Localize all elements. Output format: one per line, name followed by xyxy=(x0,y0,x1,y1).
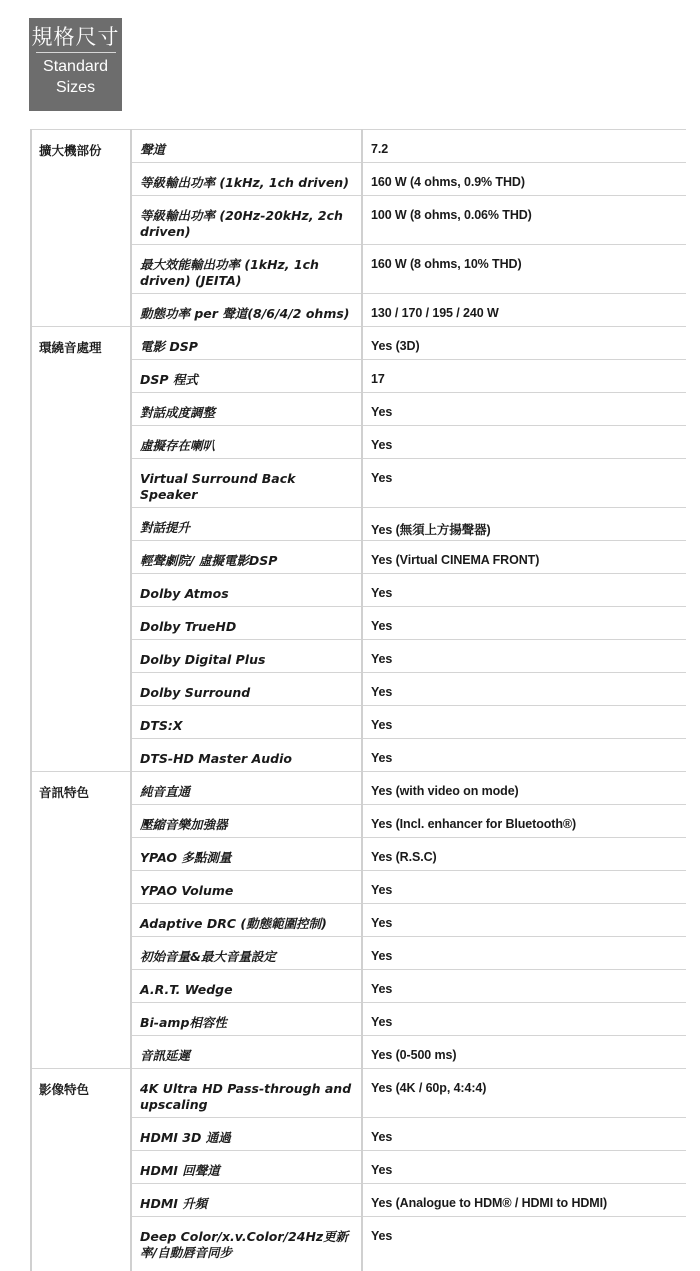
feature-cell: Dolby Surround xyxy=(131,673,362,706)
value-cell: Yes xyxy=(362,393,686,426)
feature-cell: 等級輸出功率 (1kHz, 1ch driven) xyxy=(131,163,362,196)
value-cell: Yes (Virtual CINEMA FRONT) xyxy=(362,541,686,574)
feature-cell: 電影 DSP xyxy=(131,327,362,360)
value-cell: Yes xyxy=(362,673,686,706)
feature-cell: Deep Color/x.v.Color/24Hz更新率/自動唇音同步 xyxy=(131,1217,362,1271)
standard-sizes-badge xyxy=(29,18,122,111)
feature-cell: A.R.T. Wedge xyxy=(131,970,362,1003)
feature-cell: 最大效能輸出功率 (1kHz, 1ch driven) (JEITA) xyxy=(131,245,362,294)
feature-cell: Dolby TrueHD xyxy=(131,607,362,640)
feature-cell: 純音直通 xyxy=(131,772,362,805)
badge-title-cn: 規格尺寸 xyxy=(29,18,122,48)
feature-cell: YPAO Volume xyxy=(131,871,362,904)
feature-cell: 輕聲劇院/ 虛擬電影DSP xyxy=(131,541,362,574)
value-cell: Yes (0-500 ms) xyxy=(362,1036,686,1069)
table-row xyxy=(31,327,686,360)
feature-cell: YPAO 多點測量 xyxy=(131,838,362,871)
value-cell: Yes xyxy=(362,459,686,508)
table-row xyxy=(31,1069,686,1118)
value-cell: Yes (3D) xyxy=(362,327,686,360)
value-cell: 160 W (8 ohms, 10% THD) xyxy=(362,245,686,294)
spec-table xyxy=(30,129,686,1271)
feature-cell: Dolby Atmos xyxy=(131,574,362,607)
feature-cell: 初始音量&最大音量設定 xyxy=(131,937,362,970)
feature-cell: DSP 程式 xyxy=(131,360,362,393)
feature-cell: 音訊延遲 xyxy=(131,1036,362,1069)
value-cell: Yes xyxy=(362,1217,686,1271)
value-cell: Yes (無須上方揚聲器) xyxy=(362,508,686,541)
value-cell: Yes xyxy=(362,970,686,1003)
value-cell: Yes xyxy=(362,1003,686,1036)
feature-cell: 等級輸出功率 (20Hz-20kHz, 2ch driven) xyxy=(131,196,362,245)
feature-cell: HDMI 3D 通過 xyxy=(131,1118,362,1151)
value-cell: Yes xyxy=(362,871,686,904)
feature-cell: 聲道 xyxy=(131,130,362,163)
feature-cell: HDMI 回聲道 xyxy=(131,1151,362,1184)
feature-cell: 4K Ultra HD Pass-through and upscaling xyxy=(131,1069,362,1118)
feature-cell: Adaptive DRC (動態範圍控制) xyxy=(131,904,362,937)
value-cell: Yes xyxy=(362,640,686,673)
feature-cell: HDMI 升頻 xyxy=(131,1184,362,1217)
value-cell: Yes xyxy=(362,937,686,970)
value-cell: Yes xyxy=(362,426,686,459)
value-cell: Yes xyxy=(362,574,686,607)
feature-cell: DTS:X xyxy=(131,706,362,739)
feature-cell: Virtual Surround Back Speaker xyxy=(131,459,362,508)
value-cell: Yes xyxy=(362,607,686,640)
value-cell: Yes xyxy=(362,1151,686,1184)
feature-cell: 壓縮音樂加強器 xyxy=(131,805,362,838)
feature-cell: 虛擬存在喇叭 xyxy=(131,426,362,459)
table-row xyxy=(31,130,686,163)
category-surround: 環繞音處理 xyxy=(31,327,131,772)
value-cell: Yes (R.S.C) xyxy=(362,838,686,871)
badge-title-en-2: Sizes xyxy=(29,77,122,98)
value-cell: Yes xyxy=(362,739,686,772)
category-amplifier: 擴大機部份 xyxy=(31,130,131,327)
value-cell: Yes (with video on mode) xyxy=(362,772,686,805)
value-cell: Yes (Analogue to HDM® / HDMI to HDMI) xyxy=(362,1184,686,1217)
value-cell: 100 W (8 ohms, 0.06% THD) xyxy=(362,196,686,245)
feature-cell: DTS-HD Master Audio xyxy=(131,739,362,772)
value-cell: 7.2 xyxy=(362,130,686,163)
value-cell: 130 / 170 / 195 / 240 W xyxy=(362,294,686,327)
feature-cell: Dolby Digital Plus xyxy=(131,640,362,673)
value-cell: Yes xyxy=(362,904,686,937)
badge-title-en-1: Standard xyxy=(29,56,122,77)
feature-cell: 對話提升 xyxy=(131,508,362,541)
category-video: 影像特色 xyxy=(31,1069,131,1271)
feature-cell: 動態功率 per 聲道(8/6/4/2 ohms) xyxy=(131,294,362,327)
table-row xyxy=(31,772,686,805)
value-cell: 17 xyxy=(362,360,686,393)
feature-cell: 對話成度調整 xyxy=(131,393,362,426)
value-cell: 160 W (4 ohms, 0.9% THD) xyxy=(362,163,686,196)
category-audio: 音訊特色 xyxy=(31,772,131,1069)
value-cell: Yes (4K / 60p, 4:4:4) xyxy=(362,1069,686,1118)
value-cell: Yes xyxy=(362,1118,686,1151)
value-cell: Yes (Incl. enhancer for Bluetooth®) xyxy=(362,805,686,838)
value-cell: Yes xyxy=(362,706,686,739)
feature-cell: Bi-amp相容性 xyxy=(131,1003,362,1036)
badge-divider xyxy=(36,52,116,53)
